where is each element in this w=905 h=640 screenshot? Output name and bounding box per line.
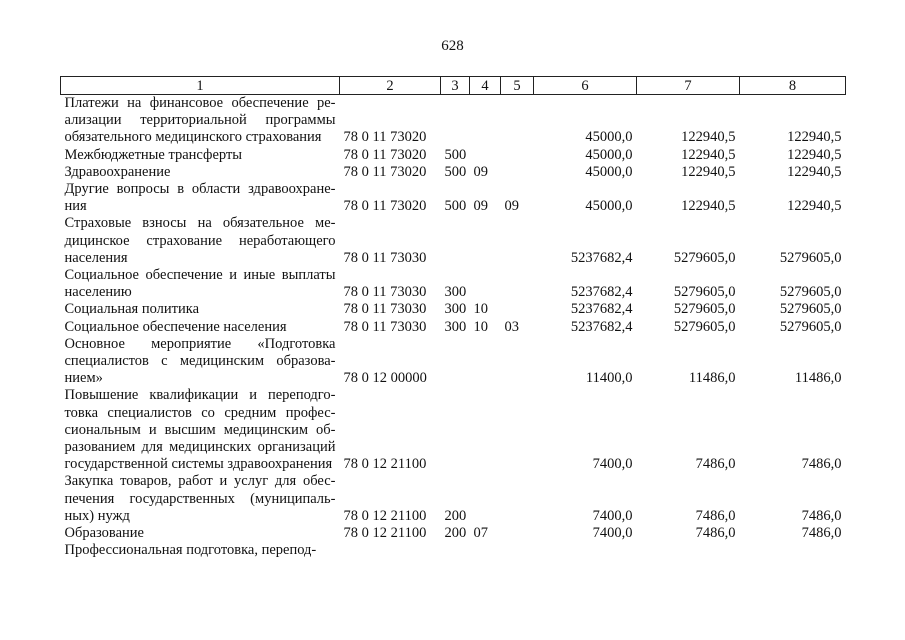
amount-col-6: 5237682,4 bbox=[570, 249, 633, 266]
row-name: Межбюджетные трансферты bbox=[64, 146, 243, 163]
section-code bbox=[470, 336, 501, 388]
amount-col-8: 7486,0 bbox=[801, 456, 842, 473]
expense-type-code bbox=[441, 215, 470, 267]
budget-code: 78 0 12 21100 bbox=[343, 525, 427, 542]
amount-col-7: 5279605,0 bbox=[673, 284, 736, 301]
amount-col-8: 5279605,0 bbox=[779, 249, 842, 266]
subsection-code bbox=[501, 473, 534, 525]
expense-type-code bbox=[441, 95, 470, 147]
expense-type-code bbox=[441, 542, 470, 559]
header-row bbox=[61, 77, 846, 95]
subsection-code bbox=[501, 147, 534, 164]
row-name: Здравоохранение bbox=[64, 163, 171, 180]
amount-col-8 bbox=[740, 542, 846, 559]
column-header: 2 bbox=[340, 77, 441, 95]
column-header: 5 bbox=[501, 77, 534, 95]
amount-col-8: 122940,5 bbox=[787, 146, 842, 163]
budget-code: 78 0 12 00000 bbox=[343, 370, 427, 387]
section-code: 10 bbox=[473, 318, 488, 335]
budget-code: 78 0 11 73020 bbox=[343, 146, 427, 163]
amount-col-7: 122940,5 bbox=[681, 198, 736, 215]
expense-type-code: 300 bbox=[444, 301, 467, 318]
subsection-code bbox=[501, 215, 534, 267]
amount-col-8: 122940,5 bbox=[787, 198, 842, 215]
section-code bbox=[470, 387, 501, 473]
subsection-code: 09 bbox=[504, 198, 519, 215]
budget-code: 78 0 11 73020 bbox=[343, 163, 427, 180]
amount-col-7: 11486,0 bbox=[688, 370, 736, 387]
amount-col-6: 5237682,4 bbox=[570, 301, 633, 318]
amount-col-7: 5279605,0 bbox=[673, 249, 736, 266]
section-code bbox=[470, 95, 501, 147]
expense-type-code: 200 bbox=[444, 525, 467, 542]
table-row bbox=[61, 181, 846, 215]
budget-code: 78 0 11 73030 bbox=[343, 318, 427, 335]
amount-col-7: 7486,0 bbox=[695, 456, 736, 473]
amount-col-8: 7486,0 bbox=[801, 525, 842, 542]
column-header: 8 bbox=[740, 77, 846, 95]
amount-col-6 bbox=[534, 542, 637, 559]
section-code: 07 bbox=[473, 525, 488, 542]
column-header: 6 bbox=[534, 77, 637, 95]
row-name: Образование bbox=[64, 525, 144, 542]
budget-code: 78 0 11 73030 bbox=[343, 284, 427, 301]
amount-col-6: 11400,0 bbox=[585, 370, 633, 387]
budget-code: 78 0 11 73020 bbox=[343, 129, 427, 146]
table-row bbox=[61, 215, 846, 267]
budget-code: 78 0 11 73020 bbox=[343, 198, 427, 215]
table-row bbox=[61, 525, 846, 542]
expense-type-code bbox=[441, 336, 470, 388]
column-header: 1 bbox=[61, 77, 340, 95]
amount-col-7: 122940,5 bbox=[681, 129, 736, 146]
table-row bbox=[61, 336, 846, 388]
table-row bbox=[61, 267, 846, 301]
column-header: 7 bbox=[637, 77, 740, 95]
amount-col-8: 11486,0 bbox=[794, 370, 842, 387]
table-row bbox=[61, 147, 846, 164]
row-name: Социальное обеспечение и иные выплаты населению bbox=[64, 267, 336, 301]
subsection-code bbox=[501, 525, 534, 542]
section-code bbox=[470, 215, 501, 267]
amount-col-6: 45000,0 bbox=[585, 146, 633, 163]
amount-col-6: 7400,0 bbox=[592, 507, 633, 524]
expense-type-code: 500 bbox=[444, 198, 467, 215]
amount-col-8: 5279605,0 bbox=[779, 301, 842, 318]
table-row bbox=[61, 319, 846, 336]
subsection-code bbox=[501, 164, 534, 181]
section-code: 09 bbox=[473, 163, 488, 180]
subsection-code bbox=[501, 542, 534, 559]
row-name: Социальная политика bbox=[64, 301, 200, 318]
budget-code bbox=[340, 542, 441, 559]
expense-type-code: 300 bbox=[444, 318, 467, 335]
amount-col-7 bbox=[637, 542, 740, 559]
expense-type-code: 300 bbox=[444, 284, 467, 301]
amount-col-8: 122940,5 bbox=[787, 163, 842, 180]
budget-code: 78 0 12 21100 bbox=[343, 456, 427, 473]
amount-col-8: 5279605,0 bbox=[779, 284, 842, 301]
amount-col-8: 7486,0 bbox=[801, 507, 842, 524]
column-header: 3 bbox=[441, 77, 470, 95]
subsection-code bbox=[501, 95, 534, 147]
table-row bbox=[61, 473, 846, 525]
row-name: Повышение квалификации и переподготовка специалистов со средним профессиональным и высшим медицинским образованием для медицинских организаций государственной системы здравоохранения bbox=[64, 387, 336, 473]
amount-col-7: 5279605,0 bbox=[673, 301, 736, 318]
budget-code: 78 0 11 73030 bbox=[343, 301, 427, 318]
section-code bbox=[470, 147, 501, 164]
row-name: Профессиональная подготовка, перепод- bbox=[64, 542, 317, 559]
amount-col-6: 5237682,4 bbox=[570, 284, 633, 301]
amount-col-6: 7400,0 bbox=[592, 456, 633, 473]
row-name: Социальное обеспечение населения bbox=[64, 318, 287, 335]
subsection-code: 03 bbox=[504, 318, 519, 335]
section-code: 09 bbox=[473, 198, 488, 215]
table-row bbox=[61, 301, 846, 318]
table-row bbox=[61, 95, 846, 147]
amount-col-7: 5279605,0 bbox=[673, 318, 736, 335]
row-name: Другие вопросы в области здравоохранения bbox=[64, 181, 336, 215]
section-code bbox=[470, 473, 501, 525]
table-row bbox=[61, 164, 846, 181]
page-number: 628 bbox=[441, 38, 464, 54]
subsection-code bbox=[501, 336, 534, 388]
amount-col-7: 122940,5 bbox=[681, 146, 736, 163]
section-code bbox=[470, 542, 501, 559]
expense-type-code: 500 bbox=[444, 146, 467, 163]
subsection-code bbox=[501, 301, 534, 318]
amount-col-6: 45000,0 bbox=[585, 129, 633, 146]
amount-col-6: 5237682,4 bbox=[570, 318, 633, 335]
section-code bbox=[470, 267, 501, 301]
subsection-code bbox=[501, 387, 534, 473]
row-name: Платежи на финансовое обеспечение реализации территориальной программы обязательного медицинского страхования bbox=[64, 95, 336, 146]
amount-col-7: 7486,0 bbox=[695, 507, 736, 524]
budget-code: 78 0 12 21100 bbox=[343, 507, 427, 524]
amount-col-7: 7486,0 bbox=[695, 525, 736, 542]
subsection-code bbox=[501, 267, 534, 301]
amount-col-8: 5279605,0 bbox=[779, 318, 842, 335]
expense-type-code: 500 bbox=[444, 163, 467, 180]
expense-type-code: 200 bbox=[444, 507, 467, 524]
budget-table bbox=[60, 76, 846, 559]
amount-col-6: 45000,0 bbox=[585, 163, 633, 180]
table-row bbox=[61, 542, 846, 559]
amount-col-7: 122940,5 bbox=[681, 163, 736, 180]
row-name: Закупка товаров, работ и услуг для обеспечения государственных (муниципальных) нужд bbox=[64, 473, 336, 524]
budget-code: 78 0 11 73030 bbox=[343, 249, 427, 266]
column-header: 4 bbox=[470, 77, 501, 95]
amount-col-8: 122940,5 bbox=[787, 129, 842, 146]
row-name: Страховые взносы на обязательное медицинское страхование неработающего населения bbox=[64, 215, 336, 266]
amount-col-6: 7400,0 bbox=[592, 525, 633, 542]
table-row bbox=[61, 387, 846, 473]
section-code: 10 bbox=[473, 301, 488, 318]
row-name: Основное мероприятие «Подготовка специалистов с медицинским образованием» bbox=[64, 335, 336, 387]
amount-col-6: 45000,0 bbox=[585, 198, 633, 215]
expense-type-code bbox=[441, 387, 470, 473]
